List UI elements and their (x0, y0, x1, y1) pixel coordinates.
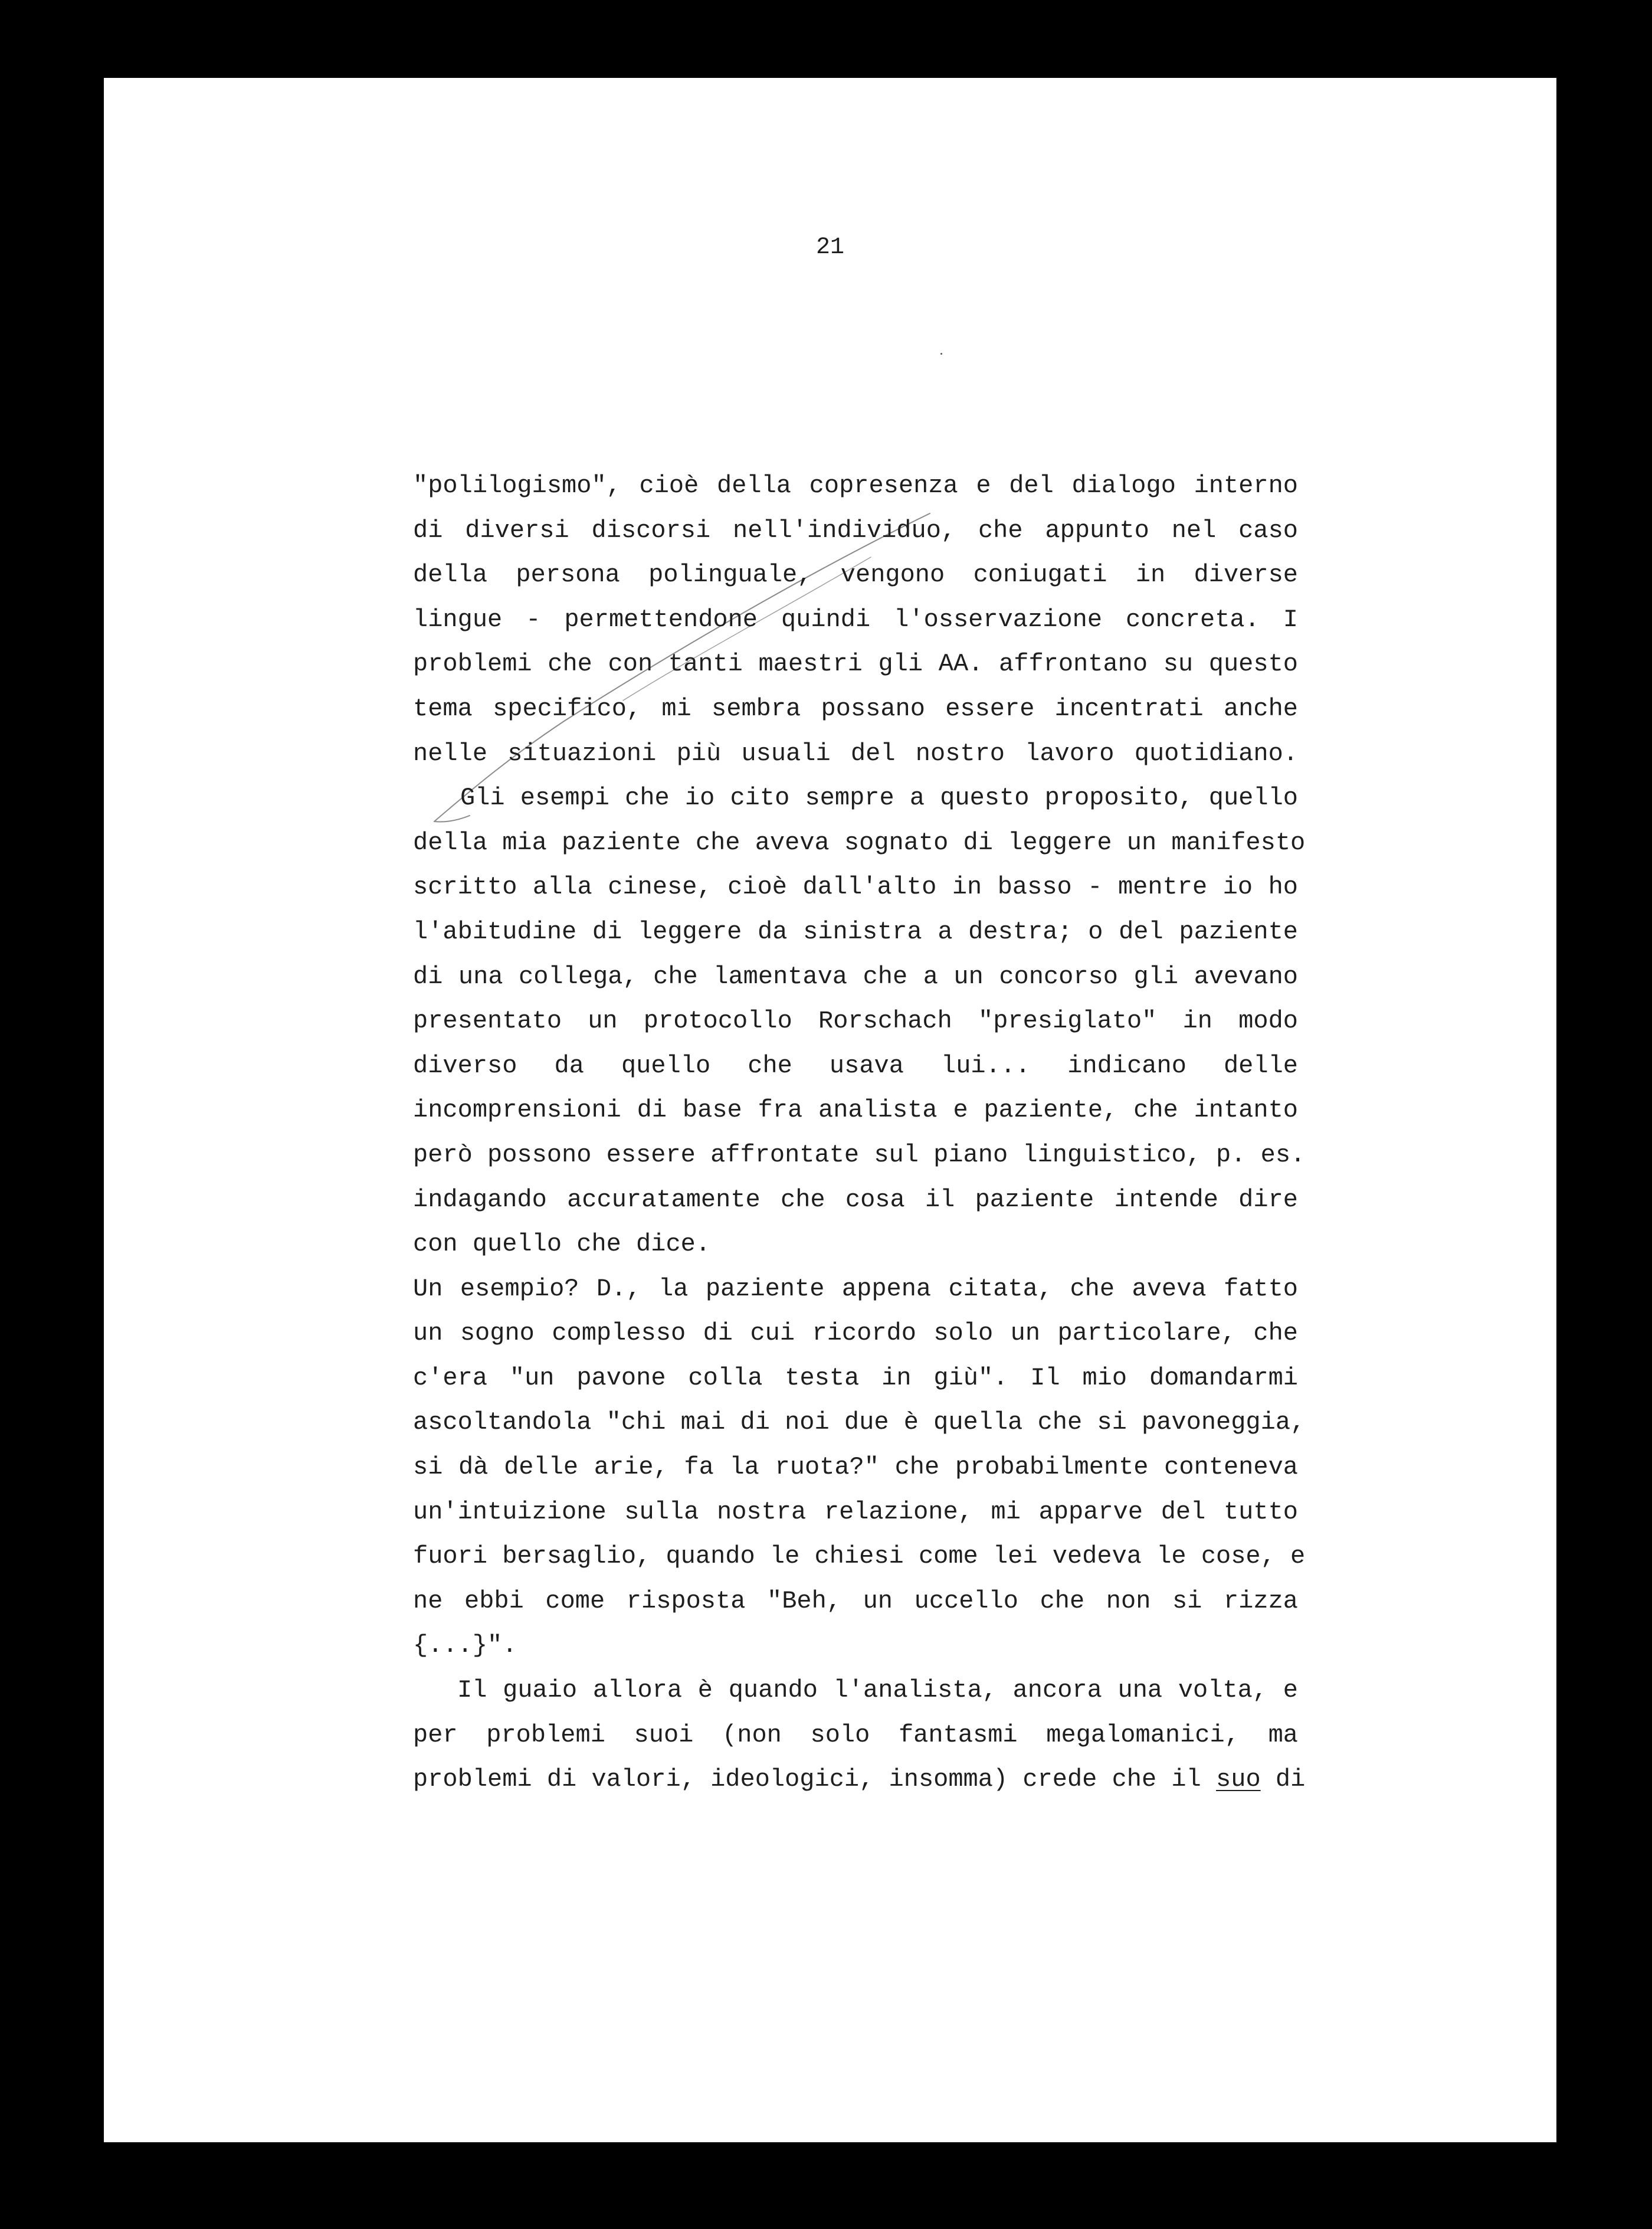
text-line: problemi che con tanti maestri gli AA. affrontano su questo (413, 650, 1298, 679)
text-line: un'intuizione sulla nostra relazione, mi apparve del tutto (413, 1497, 1298, 1526)
text-line: di una collega, che lamentava che a un concorso gli avevano (413, 962, 1298, 991)
text-line: un sogno complesso di cui ricordo solo un particolare, che (413, 1319, 1298, 1348)
text-line: di diversi discorsi nell'individuo, che appunto nel caso (413, 516, 1298, 545)
text-line: tema specifico, mi sembra possano essere incentrati anche (413, 694, 1298, 723)
text-line: Gli esempi che io cito sempre a questo proposito, quello (460, 784, 1298, 813)
text-line: della persona polinguale, vengono coniugati in diverse (413, 561, 1298, 590)
document-page (104, 78, 1556, 2142)
text-line: indagando accuratamente che cosa il paziente intende dire (413, 1185, 1298, 1214)
body-text (413, 464, 1306, 1802)
text-line: ascoltandola "chi mai di noi due è quella che si pavoneggia, (413, 1408, 1306, 1437)
text-line-last (413, 1757, 1306, 1802)
text-segment: problemi di valori, ideologici, insomma) crede che il (413, 1765, 1217, 1794)
text-line: per problemi suoi (non solo fantasmi megalomanici, ma (413, 1720, 1298, 1749)
text-line: presentato un protocollo Rorschach "presiglato" in modo (413, 1007, 1298, 1036)
text-line: c'era "un pavone colla testa in giù". Il mio domandarmi (413, 1363, 1298, 1392)
text-line: "polilogismo", cioè della copresenza e del dialogo interno (413, 472, 1298, 500)
text-line: però possono essere affrontate sul piano linguistico, p. es. (413, 1140, 1306, 1169)
text-line: fuori bersaglio, quando le chiesi come lei vedeva le cose, e (413, 1542, 1306, 1571)
text-line: della mia paziente che aveva sognato di leggere un manifesto (413, 828, 1306, 857)
text-segment: di (1260, 1765, 1306, 1794)
text-line: incomprensioni di base fra analista e paziente, che intanto (413, 1096, 1298, 1125)
underlined-word: suo (1216, 1765, 1261, 1794)
text-line: si dà delle arie, fa la ruota?" che probabilmente conteneva (413, 1453, 1298, 1482)
text-line: Il guaio allora è quando l'analista, ancora una volta, e (457, 1676, 1298, 1705)
text-line: Un esempio? D., la paziente appena citata, che aveva fatto (413, 1274, 1298, 1303)
text-line: diverso da quello che usava lui... indicano delle (413, 1051, 1298, 1080)
text-line: ne ebbi come risposta "Beh, un uccello che non si rizza (413, 1586, 1298, 1615)
text-line: l'abitudine di leggere da sinistra a destra; o del paziente (413, 917, 1298, 946)
text-line: lingue - permettendone quindi l'osservazione concreta. I (413, 605, 1298, 634)
text-line: nelle situazioni più usuali del nostro lavoro quotidiano. (413, 739, 1298, 768)
scan-speck (940, 353, 942, 355)
text-line: {...}". (413, 1631, 517, 1660)
text-line: con quello che dice. (413, 1230, 711, 1259)
text-line: scritto alla cinese, cioè dall'alto in basso - mentre io ho (413, 873, 1298, 902)
page-number: 21 (815, 234, 844, 261)
